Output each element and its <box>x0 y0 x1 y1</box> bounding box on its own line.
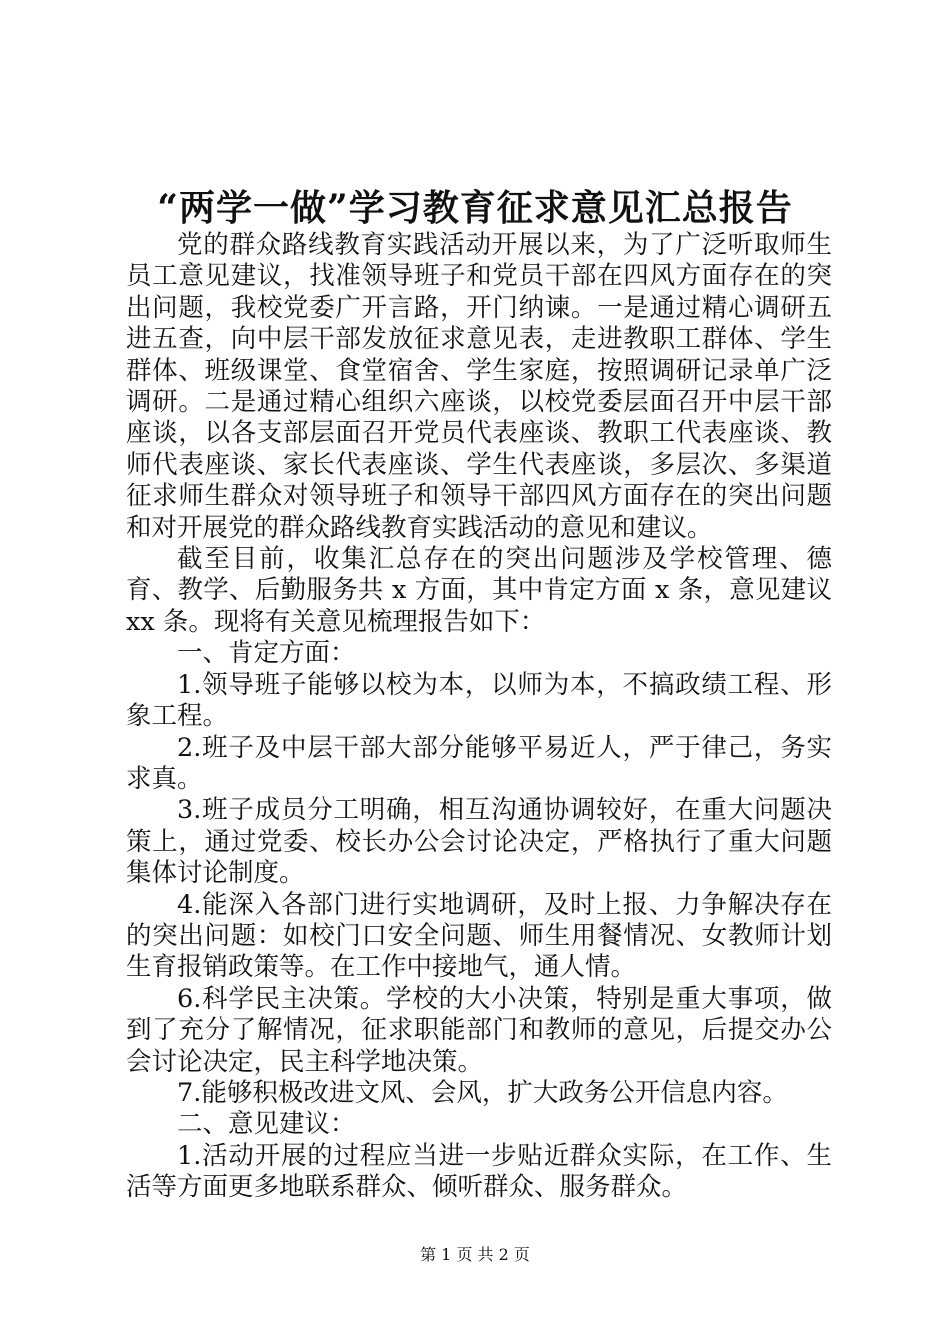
list-item: 1.领导班子能够以校为本，以师为本，不搞政绩工程、形象工程。 <box>126 669 832 732</box>
list-item: 2.班子及中层干部大部分能够平易近人，严于律己，务实求真。 <box>126 732 832 794</box>
list-item: 3.班子成员分工明确，相互沟通协调较好，在重大问题决策上，通过党委、校长办公会讨论决定，严格执行了重大问题集体讨论制度。 <box>126 795 832 889</box>
list-item: 7.能够积极改进文风、会风，扩大政务公开信息内容。 <box>177 1077 788 1108</box>
section-heading-suggestions: 二、意见建议： <box>177 1109 356 1140</box>
section-heading-affirmations: 一、肯定方面： <box>177 638 356 669</box>
list-item: 6.科学民主决策。学校的大小决策，特别是重大事项，做到了充分了解情况，征求职能部门和教师的意见，后提交办公会讨论决定，民主科学地决策。 <box>126 983 832 1077</box>
list-item: 4.能深入各部门进行实地调研，及时上报、力争解决存在的突出问题：如校门口安全问题、师生用餐情况、女教师计划生育报销政策等。在工作中接地气，通人情。 <box>126 889 832 983</box>
paragraph-summary: 截至目前，收集汇总存在的突出问题涉及学校管理、德育、教学、后勤服务共 x 方面，其中肯定方面 x 条，意见建议 xx 条。现将有关意见梳理报告如下： <box>126 544 832 637</box>
document-body <box>126 230 832 1204</box>
paragraph-intro: 党的群众路线教育实践活动开展以来，为了广泛听取师生员工意见建议，找准领导班子和党员干部在四风方面存在的突出问题，我校党委广开言路，开门纳谏。一是通过精心调研五进五查，向中层干部发放征求意见表，走进教职工群体、学生群体、班级课堂、食堂宿舍、学生家庭，按照调研记录单广泛调研。二是通过精心组织六座谈，以校党委层面召开中层干部座谈，以各支部层面召开党员代表座谈、教职工代表座谈、教师代表座谈、家长代表座谈、学生代表座谈，多层次、多渠道征求师生群众对领导班子和领导干部四风方面存在的突出问题和对开展党的群众路线教育实践活动的意见和建议。 <box>126 230 832 543</box>
document-title: “两学一做”学习教育征求意见汇总报告 <box>157 187 793 229</box>
list-item: 1.活动开展的过程应当进一步贴近群众实际，在工作、生活等方面更多地联系群众、倾听群众、服务群众。 <box>126 1140 832 1203</box>
page-footer: 第 1 页 共 2 页 <box>420 1245 530 1264</box>
